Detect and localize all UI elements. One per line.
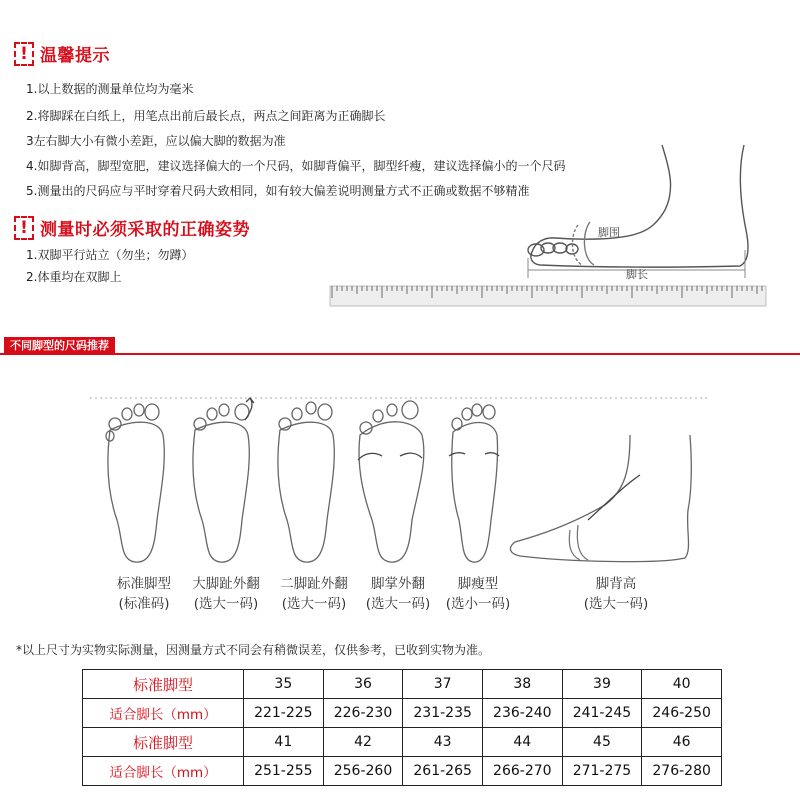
tip-4: 4.如脚背高，脚型宽肥，建议选择偏大的一个尺码，如脚背偏平，脚型纤瘦，建议选择偏小的一个尺码: [26, 159, 566, 173]
foot-type-advice: (选大一码): [281, 596, 347, 612]
posture-header: [14, 215, 250, 240]
length-cell: 221-225: [244, 699, 324, 728]
tips-header: [14, 41, 110, 66]
size-cell: 40: [642, 670, 722, 699]
foot-type-name: 二脚趾外翻: [280, 576, 348, 592]
posture-2: 2.体重均在双脚上: [26, 270, 122, 284]
foot-type-advice: (选小一码): [445, 596, 511, 612]
length-label: 脚长: [626, 268, 648, 281]
size-cell: 44: [482, 728, 562, 757]
size-cell: 35: [244, 670, 324, 699]
foot-type-name: 大脚趾外翻: [192, 576, 260, 592]
foot-type-advice: (选大一码): [583, 596, 649, 612]
size-table: [82, 669, 722, 786]
foot-type-6: [572, 574, 660, 614]
section-tag: 不同脚型的尺码推荐: [4, 337, 115, 355]
length-cell: 231-235: [403, 699, 483, 728]
size-cell: 36: [323, 670, 403, 699]
size-cell: 41: [244, 728, 324, 757]
foot-measurement-illustration: [320, 130, 780, 320]
foot-standard-icon: [106, 404, 164, 562]
foot-high-instep-icon: [510, 435, 691, 562]
length-cell: 241-245: [562, 699, 642, 728]
tip-5: 5.测量出的尺码应与平时穿着尺码大致相同，如有较大偏差说明测量方式不正确或数据不够精准: [26, 184, 530, 198]
length-cell: 236-240: [482, 699, 562, 728]
foot-type-name: 脚背高: [595, 576, 637, 592]
warning-icon: !: [14, 42, 34, 66]
foot-type-5: [438, 574, 518, 614]
length-cell: 246-250: [642, 699, 722, 728]
posture-1: 1.双脚平行站立（勿坐；勿蹲）: [26, 248, 194, 262]
table-row: [83, 699, 722, 728]
size-cell: 42: [323, 728, 403, 757]
tips-title: 温馨提示: [40, 46, 110, 66]
length-cell: 266-270: [482, 757, 562, 786]
size-cell: 45: [562, 728, 642, 757]
length-cell: 256-260: [323, 757, 403, 786]
tip-3: 3左右脚大小有微小差距，应以偏大脚的数据为准: [26, 134, 286, 148]
warning-icon: !: [14, 216, 34, 240]
foot-second-toe-icon: [278, 402, 334, 562]
size-cell: 46: [642, 728, 722, 757]
foot-type-advice: (选大一码): [193, 596, 259, 612]
foot-type-advice: (标准码): [118, 596, 170, 612]
foot-bunion-icon: [193, 398, 254, 562]
row-label: 标准脚型: [83, 728, 244, 757]
row-label: 标准脚型: [83, 670, 244, 699]
size-cell: 39: [562, 670, 642, 699]
section-divider: [0, 353, 800, 355]
foot-type-1: [104, 574, 184, 614]
length-cell: 271-275: [562, 757, 642, 786]
size-cell: 43: [403, 728, 483, 757]
table-row: [83, 757, 722, 786]
foot-type-name: 脚瘦型: [457, 576, 499, 592]
tip-1: 1.以上数据的测量单位均为毫米: [26, 82, 194, 96]
length-cell: 251-255: [244, 757, 324, 786]
foot-slim-icon: [449, 404, 499, 562]
tip-2: 2.将脚踩在白纸上，用笔点出前后最长点，两点之间距离为正确脚长: [26, 109, 386, 123]
length-cell: 276-280: [642, 757, 722, 786]
foot-types-illustration: [80, 390, 720, 570]
disclaimer: *以上尺寸为实物实际测量，因测量方式不同会有稍微误差，仅供参考，已收到实物为准。: [16, 643, 491, 657]
foot-type-name: 标准脚型: [117, 576, 171, 592]
row-label: 适合脚长（mm）: [83, 757, 244, 786]
foot-type-3: [268, 574, 360, 614]
foot-type-4: [356, 574, 440, 614]
foot-type-advice: (选大一码): [365, 596, 431, 612]
girth-label: 脚围: [598, 226, 620, 239]
foot-type-2: [180, 574, 272, 614]
size-cell: 38: [482, 670, 562, 699]
table-row: [83, 728, 722, 757]
foot-type-name: 脚掌外翻: [371, 576, 425, 592]
row-label: 适合脚长（mm）: [83, 699, 244, 728]
foot-wide-icon: [358, 401, 424, 562]
length-cell: 226-230: [323, 699, 403, 728]
table-row: [83, 670, 722, 699]
size-cell: 37: [403, 670, 483, 699]
posture-title: 测量时必须采取的正确姿势: [40, 220, 250, 240]
length-cell: 261-265: [403, 757, 483, 786]
